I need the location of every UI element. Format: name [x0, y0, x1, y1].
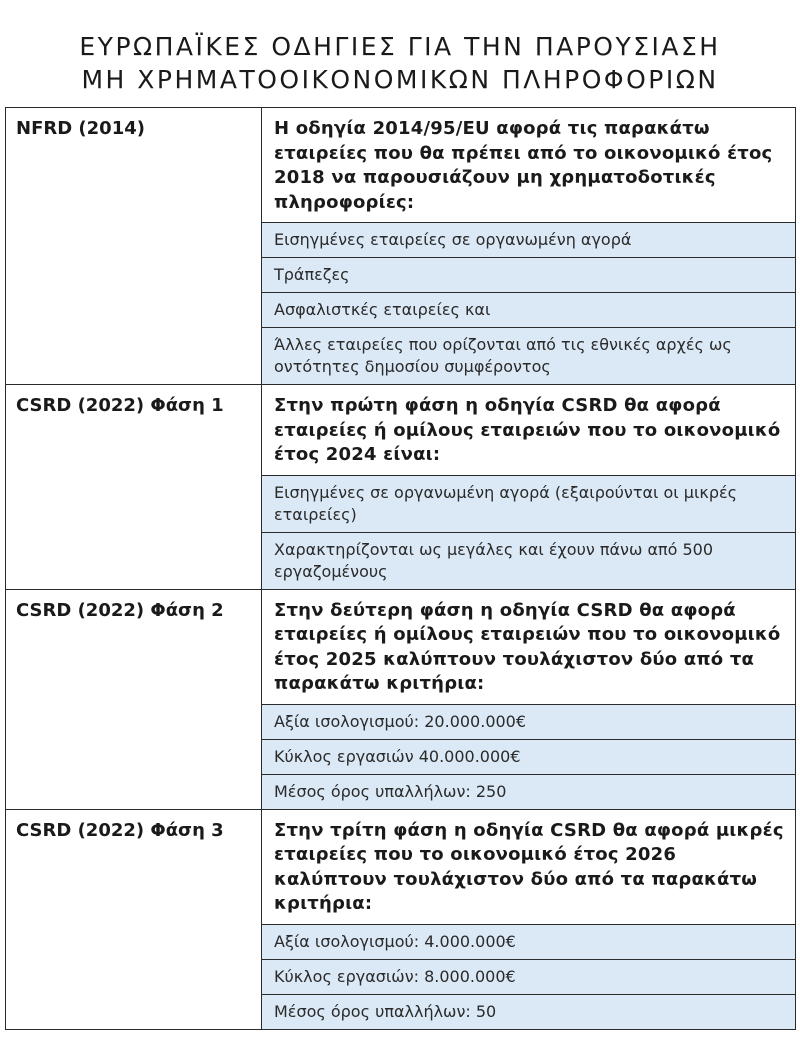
item-cell [262, 293, 796, 328]
section-heading: Στην πρώτη φάση η οδηγία CSRD θα αφορά εταιρείες ή ομίλους εταιρειών που το οικονομικό έτος 2024 είναι: [274, 395, 781, 465]
section-label-cell [6, 589, 262, 809]
section-heading-cell [262, 385, 796, 476]
section-label: CSRD (2022) Φάση 3 [16, 819, 224, 841]
page-title [0, 30, 800, 96]
section-heading-cell [262, 108, 796, 223]
item-cell [262, 258, 796, 293]
list-item: Άλλες εταιρείες που ορίζονται από τις εθνικές αρχές ως οντότητες δημοσίου συμφέροντος [262, 328, 795, 384]
item-cell [262, 532, 796, 589]
list-item: Ασφαλιστκές εταιρείες και [262, 293, 795, 327]
list-item: Μέσος όρος υπαλλήλων: 50 [262, 995, 795, 1029]
section-csrd-phase3-heading-row [6, 809, 796, 924]
list-item: Αξία ισολογισμού: 4.000.000€ [262, 925, 795, 959]
section-nfrd-heading-row [6, 108, 796, 223]
title-line-1: ΕΥΡΩΠΑΪΚΕΣ ΟΔΗΓΙΕΣ ΓΙΑ ΤΗΝ ΠΑΡΟΥΣΙΑΣΗ [79, 32, 721, 61]
list-item: Μέσος όρος υπαλλήλων: 250 [262, 775, 795, 809]
section-label: CSRD (2022) Φάση 1 [16, 395, 224, 416]
list-item: Αξία ισολογισμού: 20.000.000€ [262, 705, 795, 739]
section-label-cell [6, 385, 262, 590]
list-item: Τράπεζες [262, 258, 795, 292]
section-label: CSRD (2022) Φάση 2 [16, 599, 224, 621]
list-item: Εισηγμένες εταιρείες σε οργανωμένη αγορά [262, 223, 795, 257]
section-label-cell [6, 809, 262, 1029]
item-cell [262, 704, 796, 739]
section-label-cell [6, 108, 262, 385]
item-cell [262, 959, 796, 994]
item-cell [262, 774, 796, 809]
list-item: Χαρακτηρίζονται ως μεγάλες και έχουν πάνω από 500 εργαζομένους [262, 533, 795, 589]
list-item: Κύκλος εργασιών: 8.000.000€ [262, 960, 795, 994]
section-heading: Στην δεύτερη φάση η οδηγία CSRD θα αφορά εταιρείες ή ομίλους εταιρειών που το οικονομικό έτος 2025 καλύπτουν τουλάχιστον δύο από τα παρακάτω κριτήρια: [274, 599, 781, 694]
item-cell [262, 739, 796, 774]
section-csrd-phase1-heading-row [6, 385, 796, 476]
item-cell [262, 924, 796, 959]
section-csrd-phase2-heading-row [6, 589, 796, 704]
section-heading-cell [262, 589, 796, 704]
directives-table [5, 107, 796, 1030]
section-heading: Στην τρίτη φάση η οδηγία CSRD θα αφορά μικρές εταιρείες που το οικονομικό έτος 2026 καλύπτουν τουλάχιστον δύο από τα παρακάτω κριτήρια: [274, 819, 784, 914]
item-cell [262, 328, 796, 385]
section-label: NFRD (2014) [16, 118, 145, 139]
item-cell [262, 475, 796, 532]
item-cell [262, 223, 796, 258]
list-item: Εισηγμένες σε οργανωμένη αγορά (εξαιρούνται οι μικρές εταιρείες) [262, 476, 795, 532]
item-cell [262, 994, 796, 1029]
title-line-2: ΜΗ ΧΡΗΜΑΤΟΟΙΚΟΝΟΜΙΚΩΝ ΠΛΗΡΟΦΟΡΙΩΝ [81, 65, 719, 94]
list-item: Κύκλος εργασιών 40.000.000€ [262, 740, 795, 774]
section-heading-cell [262, 809, 796, 924]
section-heading: Η οδηγία 2014/95/EU αφορά τις παρακάτω εταιρείες που θα πρέπει από το οικονομικό έτος 2018 να παρουσιάζουν μη χρηματοδοτικές πληροφορίες: [274, 118, 773, 213]
